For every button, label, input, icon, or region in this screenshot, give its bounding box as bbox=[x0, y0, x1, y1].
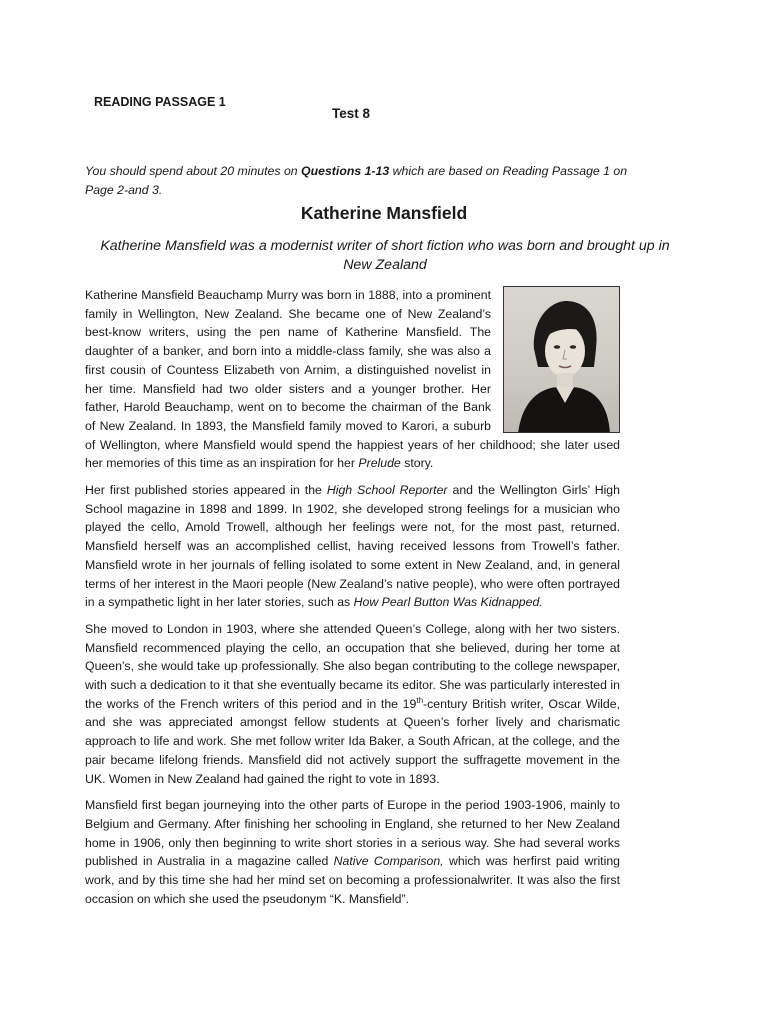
article-body bbox=[85, 286, 620, 917]
pearl-button-title: How Pearl Button Was Kidnapped. bbox=[353, 595, 543, 610]
instructions-questions: Questions 1-13 bbox=[301, 164, 390, 178]
paragraph-4-b: which was herfirst paid writing work, and by this time she had her mind set on becoming a professionalwriter. It was also the first occasion on which she used the pseudonym “K. Mansfield”. bbox=[85, 854, 620, 906]
passage-label: READING PASSAGE 1 bbox=[94, 95, 226, 109]
test-label: Test 8 bbox=[332, 106, 371, 121]
ordinal-suffix: th bbox=[416, 695, 424, 705]
prelude-title: Prelude bbox=[358, 456, 401, 471]
instructions bbox=[85, 162, 645, 200]
native-comparison-title: Native Comparison, bbox=[333, 854, 444, 869]
paragraph-1 bbox=[85, 286, 620, 473]
instructions-text-2: which are based on Reading Passage 1 on Page 2-and 3. bbox=[85, 164, 628, 197]
instructions-text-1: You should spend about 20 minutes on bbox=[85, 164, 302, 178]
paragraph-2-a: Her first published stories appeared in the bbox=[85, 483, 327, 498]
paragraph-3-b: -century British writer, Oscar Wilde, and she was appreciated amongst fellow students at Queen’s forher lively and charismatic approach to life and work. She met follow writer Ida Baker, a South African, at the college, and the pair became lifelong friends. Mansfield did not actively support the suffragette movement in the UK. Women in New Zealand had gained the right to vote in 1893. bbox=[85, 696, 620, 786]
portrait-photo bbox=[503, 286, 620, 433]
article-title: Katherine Mansfield bbox=[300, 203, 468, 223]
paragraph-4 bbox=[85, 796, 620, 908]
high-school-reporter-title: High School Reporter bbox=[326, 483, 448, 498]
paragraph-2-b: and the Wellington Girls’ High School magazine in 1898 and 1899. In 1902, she developed strong feelings for a musician who played the cello, Amold Trowell, although her feelings were not, for the most past, returned. Mansfield herself was an accomplished cellist, having received lessons from Trowell’s father. Mansfield wrote in her journals of felling isolated to some extent in New Zealand, and, in general terms of her interest in the Maori people (New Zealand’s native people), who were often portrayed in a sympathetic light in her later stories, such as bbox=[85, 483, 620, 610]
paragraph-3 bbox=[85, 620, 620, 788]
paragraph-1-text: Katherine Mansfield Beauchamp Murry was born in 1888, into a prominent family in Wellington, New Zealand. She became one of New Zealand’s best-know writers, using the pen name of Katherine Mansfield. The daughter of a banker, and born into a middle-class family, she was also a first cousin of Countess Elizabeth von Arnim, a distinguished novelist in her time. Mansfield had two older sisters and a younger brother. Her father, Harold Beauchamp, went on to become the chairman of the Bank of New Zealand. In 1893, the Mansfield family moved to Karori, a suburb of Wellington, where Mansfield would spend the happiest years of her childhood; she later used her memories of this time as an inspiration for her bbox=[85, 288, 620, 471]
paragraph-4-a: Mansfield first began journeying into the other parts of Europe in the period 1903-1906, mainly to Belgium and Germany. After finishing her schooling in England, she returned to her New Zealand home in 1906, only then beginning to write short stories in a serious way. She had several works published in Australia in a magazine called bbox=[85, 798, 620, 869]
paragraph-1-end: story. bbox=[400, 456, 434, 471]
paragraph-3-a: She moved to London in 1903, where she attended Queen’s College, along with her two sisters. Mansfield recommenced playing the cello, an occupation that she believed, during her tome at Queen’s, she would take up professionally. She also began contributing to the college newspaper, with such a dedication to it that she eventually became its editor. She was particularly interested in the works of the French writers of this period and in the 19 bbox=[85, 621, 620, 711]
paragraph-2 bbox=[85, 481, 620, 612]
article-subtitle: Katherine Mansfield was a modernist writer of short fiction who was born and brought up in New Zealand bbox=[100, 238, 670, 273]
